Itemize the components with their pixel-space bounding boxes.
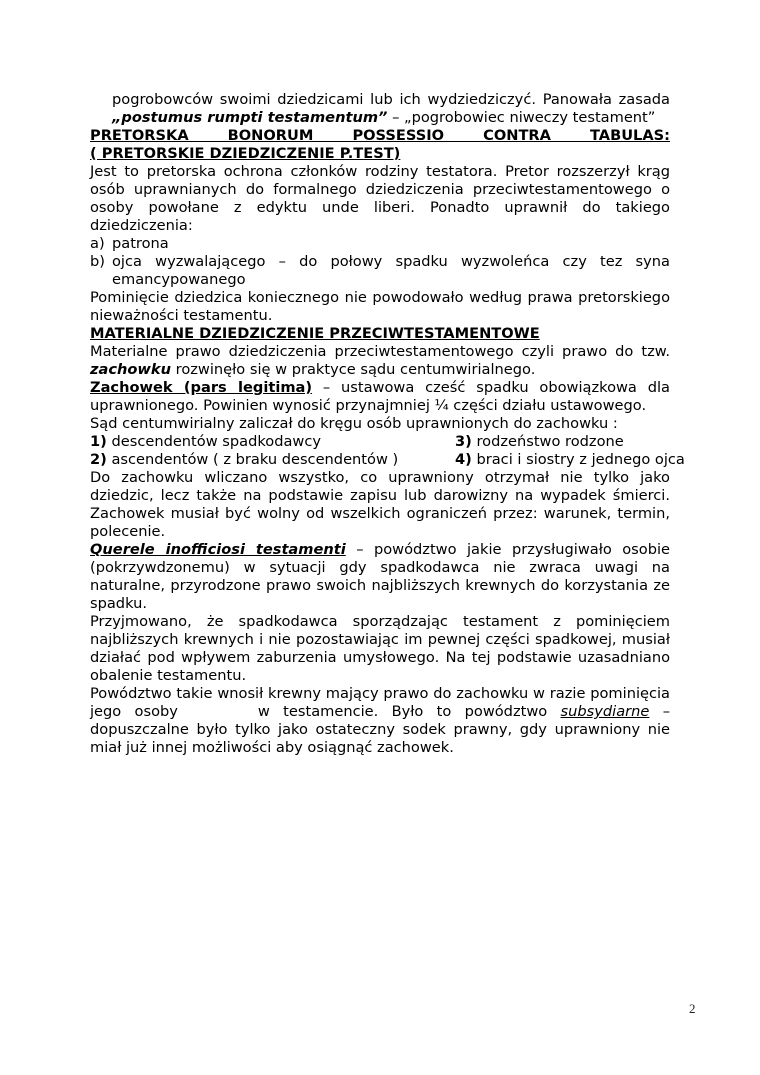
heading-materialne: MATERIALNE DZIEDZICZENIE PRZECIWTESTAMENTOWE: [90, 325, 540, 342]
heirs-row: 2) ascendentów ( z braku descendentów ) 4) braci i siostry z jednego ojca: [90, 451, 685, 468]
paragraph-zachowek-def: Zachowek (pars legitima) – ustawowa cześć spadku obowiązkowa dla uprawnionego. Powinien wynosić przynajmniej ¼ części działu ustawowego.: [90, 379, 670, 414]
paragraph-sad: Sąd centumwirialny zaliczał do kręgu osób uprawnionych do zachowku :: [90, 415, 618, 432]
paragraph-powodztwo: Powództwo takie wnosił krewny mający prawo do zachowku w razie pominięcia jego osoby w testamencie. Było to powództwo subsydiarne – dopuszczalne było tylko jako ostateczny sodek prawny, gdy uprawniony nie miał już innej możliwości aby osiągnąć zachowek.: [90, 685, 671, 756]
term-subsydiarne: subsydiarne: [560, 703, 650, 720]
list-item: b) ojca wyzwalającego – do połowy spadku wyzwoleńca czy tez syna emancypowanego: [90, 253, 670, 288]
term-pars-legitima: Zachowek (pars legitima): [90, 379, 313, 396]
paragraph-querele: Querele inofficiosi testamenti – powództwo jakie przysługiwało osobie (pokrzywdzonemu) w sytuacji gdy spadkodawca nie zwraca uwagi na naturalne, przyrodzone prawo swoich najbliższych krewnych do korzystania ze spadku.: [90, 541, 670, 612]
heading-pretorskie: ( PRETORSKIE DZIEDZICZENIE P.TEST): [90, 145, 401, 162]
heading-bonorum-possessio: PRETORSKA BONORUM POSSESSIO CONTRA TABULAS:: [90, 127, 670, 144]
term-zachowek: zachowku: [90, 361, 171, 378]
latin-maxim: „postumus rumpti testamentum”: [112, 109, 388, 126]
paragraph-przyjmowano: Przyjmowano, że spadkodawca sporządzając testament z pominięciem najbliższych krewnych i nie pozostawiając im pewnej części spadkowej, musiał działać pod wpływem zaburzenia umysłowego. Na tej podstawie uzasadniano obalenie testamentu.: [90, 613, 670, 684]
paragraph-pominiecie: Pominięcie dziedzica koniecznego nie powodowało według prawa pretorskiego nieważności testamentu.: [90, 289, 670, 324]
heirs-row: 1) descendentów spadkodawcy 3) rodzeństwo rodzone: [90, 433, 624, 450]
term-querele: Querele inofficiosi testamenti: [90, 541, 346, 558]
paragraph-wliczano: Do zachowku wliczano wszystko, co uprawniony otrzymał nie tylko jako dziedzic, lecz także na podstawie zapisu lub darowizny na wypadek śmierci. Zachowek musiał być wolny od wszelkich ograniczeń przez: warunek, termin, polecenie.: [90, 469, 670, 540]
paragraph-pretor: Jest to pretorska ochrona członków rodziny testatora. Pretor rozszerzył krąg osób uprawnianych do formalnego dziedziczenia przeciwtestamentowego o osoby powołane z edyktu unde liberi. Ponadto uprawnił do takiego dziedziczenia:: [90, 163, 670, 234]
list-item: a) patrona: [90, 235, 169, 252]
paragraph-postumus: pogrobowców swoimi dziedzicami lub ich wydziedziczyć. Panowała zasada „postumus rumpti testamentum” – „pogrobowiec niweczy testament”: [112, 91, 670, 126]
document-body: [90, 91, 685, 757]
page-number: 2: [689, 1001, 696, 1016]
paragraph-materialne: Materialne prawo dziedziczenia przeciwtestamentowego czyli prawo do tzw. zachowku rozwinęło się w praktyce sądu centumwirialnego.: [90, 343, 670, 378]
